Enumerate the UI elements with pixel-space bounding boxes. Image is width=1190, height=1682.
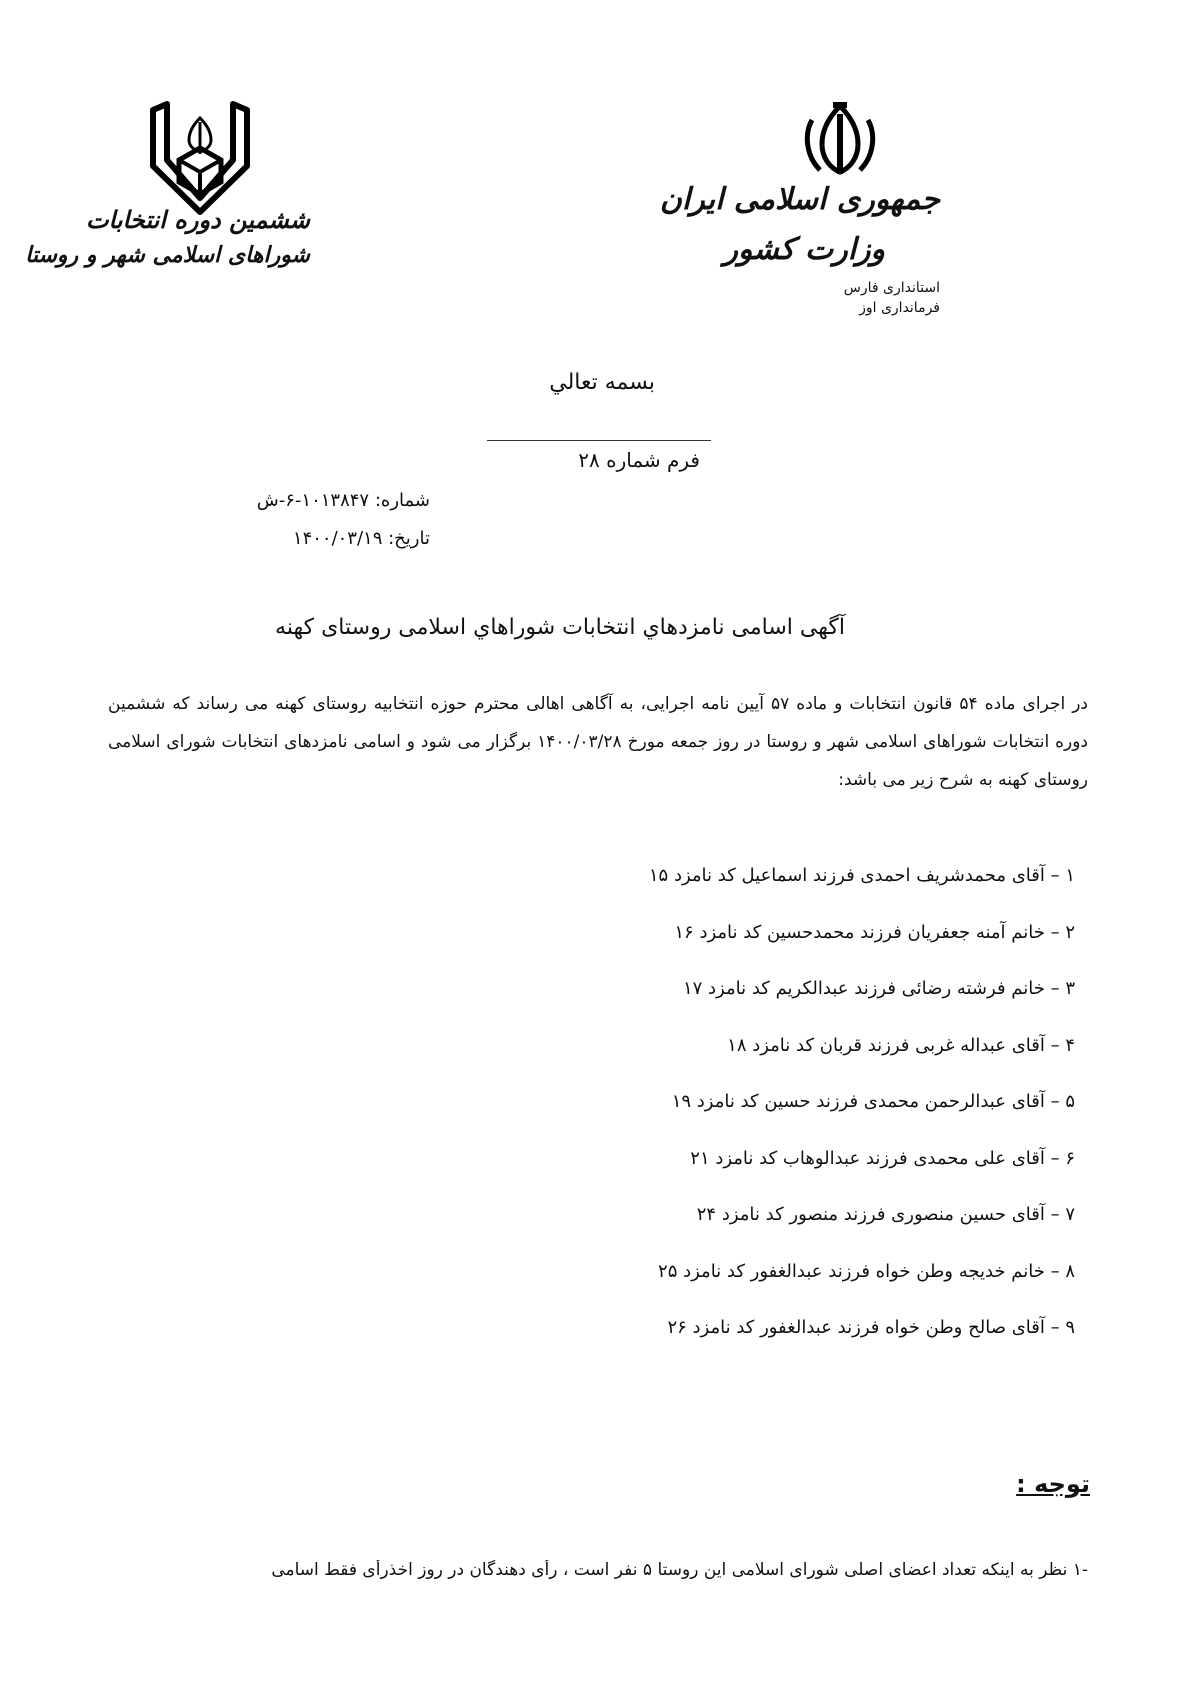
candidate-item: ۴ – آقای عبداله غربی فرزند قربان کد نامزد ۱۸ — [727, 1034, 1075, 1056]
election-logo-line2: شوراهای اسلامی شهر و روستا — [25, 242, 310, 268]
ballot-box-icon — [145, 100, 255, 215]
bismillah-heading: بسمه تعالي — [549, 370, 655, 395]
election-logo — [25, 100, 310, 310]
ministry-label: وزارت کشور — [723, 232, 885, 267]
republic-label: جمهوری اسلامی ایران — [659, 182, 940, 217]
county-label: فرمانداری اوز — [859, 300, 940, 316]
governorate-label: استانداری فارس — [843, 280, 940, 296]
candidate-item: ۸ – خانم خدیجه وطن خواه فرزند عبدالغفور کد نامزد ۲۵ — [658, 1260, 1075, 1282]
candidate-item: ۷ – آقای حسین منصوری فرزند منصور کد نامزد ۲۴ — [696, 1204, 1075, 1225]
candidate-item: ۲ – خانم آمنه جعفریان فرزند محمدحسین کد نامزد ۱۶ — [674, 921, 1075, 943]
candidate-list — [375, 865, 1075, 1374]
letter-number: شماره: ۱۰۱۳۸۴۷-۶-ش — [256, 490, 430, 511]
heading-divider — [487, 440, 711, 441]
letter-date: تاریخ: ۱۴۰۰/۰۳/۱۹ — [292, 528, 430, 549]
candidate-item: ۶ – آقای علی محمدی فرزند عبدالوهاب کد نامزد ۲۱ — [690, 1147, 1075, 1169]
intro-paragraph: در اجرای ماده ۵۴ قانون انتخابات و ماده ۵۷ آیین نامه اجرایی، به آگاهی اهالی محترم حوزه انتخابیه روستای کهنه می رساند که ششمین دوره انتخابات شوراهای اسلامی شهر و روستا در روز جمعه مورخ ۱۴۰۰/۰۳/۲۸ برگزار می شود و اسامی نامزدهای انتخابات شورای اسلامی روستای کهنه به شرح زیر می باشد: — [108, 694, 1089, 790]
ministry-header — [659, 100, 940, 330]
note-heading: توجه : — [1016, 1470, 1090, 1498]
iran-emblem-icon — [800, 100, 880, 180]
candidate-item: ۳ – خانم فرشته رضائی فرزند عبدالکریم کد نامزد ۱۷ — [682, 978, 1075, 999]
notice-title: آگهی اسامی نامزدهاي انتخابات شوراهاي اسلامی روستای کهنه — [275, 615, 845, 640]
candidate-item: ۱ – آقای محمدشریف احمدی فرزند اسماعیل کد نامزد ۱۵ — [648, 865, 1075, 886]
note-item: -۱ نظر به اینکه تعداد اعضای اصلی شورای اسلامی این روستا ۵ نفر است ، رأی دهندگان در روز اخذرأی فقط اسامی — [271, 1560, 1088, 1580]
candidate-item: ۵ – آقای عبدالرحمن محمدی فرزند حسین کد نامزد ۱۹ — [671, 1091, 1075, 1112]
election-logo-line1: ششمین دوره انتخابات — [85, 205, 310, 234]
form-number: فرم شماره ۲۸ — [578, 448, 700, 472]
candidate-item: ۹ – آقای صالح وطن خواه فرزند عبدالغفور کد نامزد ۲۶ — [667, 1317, 1075, 1338]
